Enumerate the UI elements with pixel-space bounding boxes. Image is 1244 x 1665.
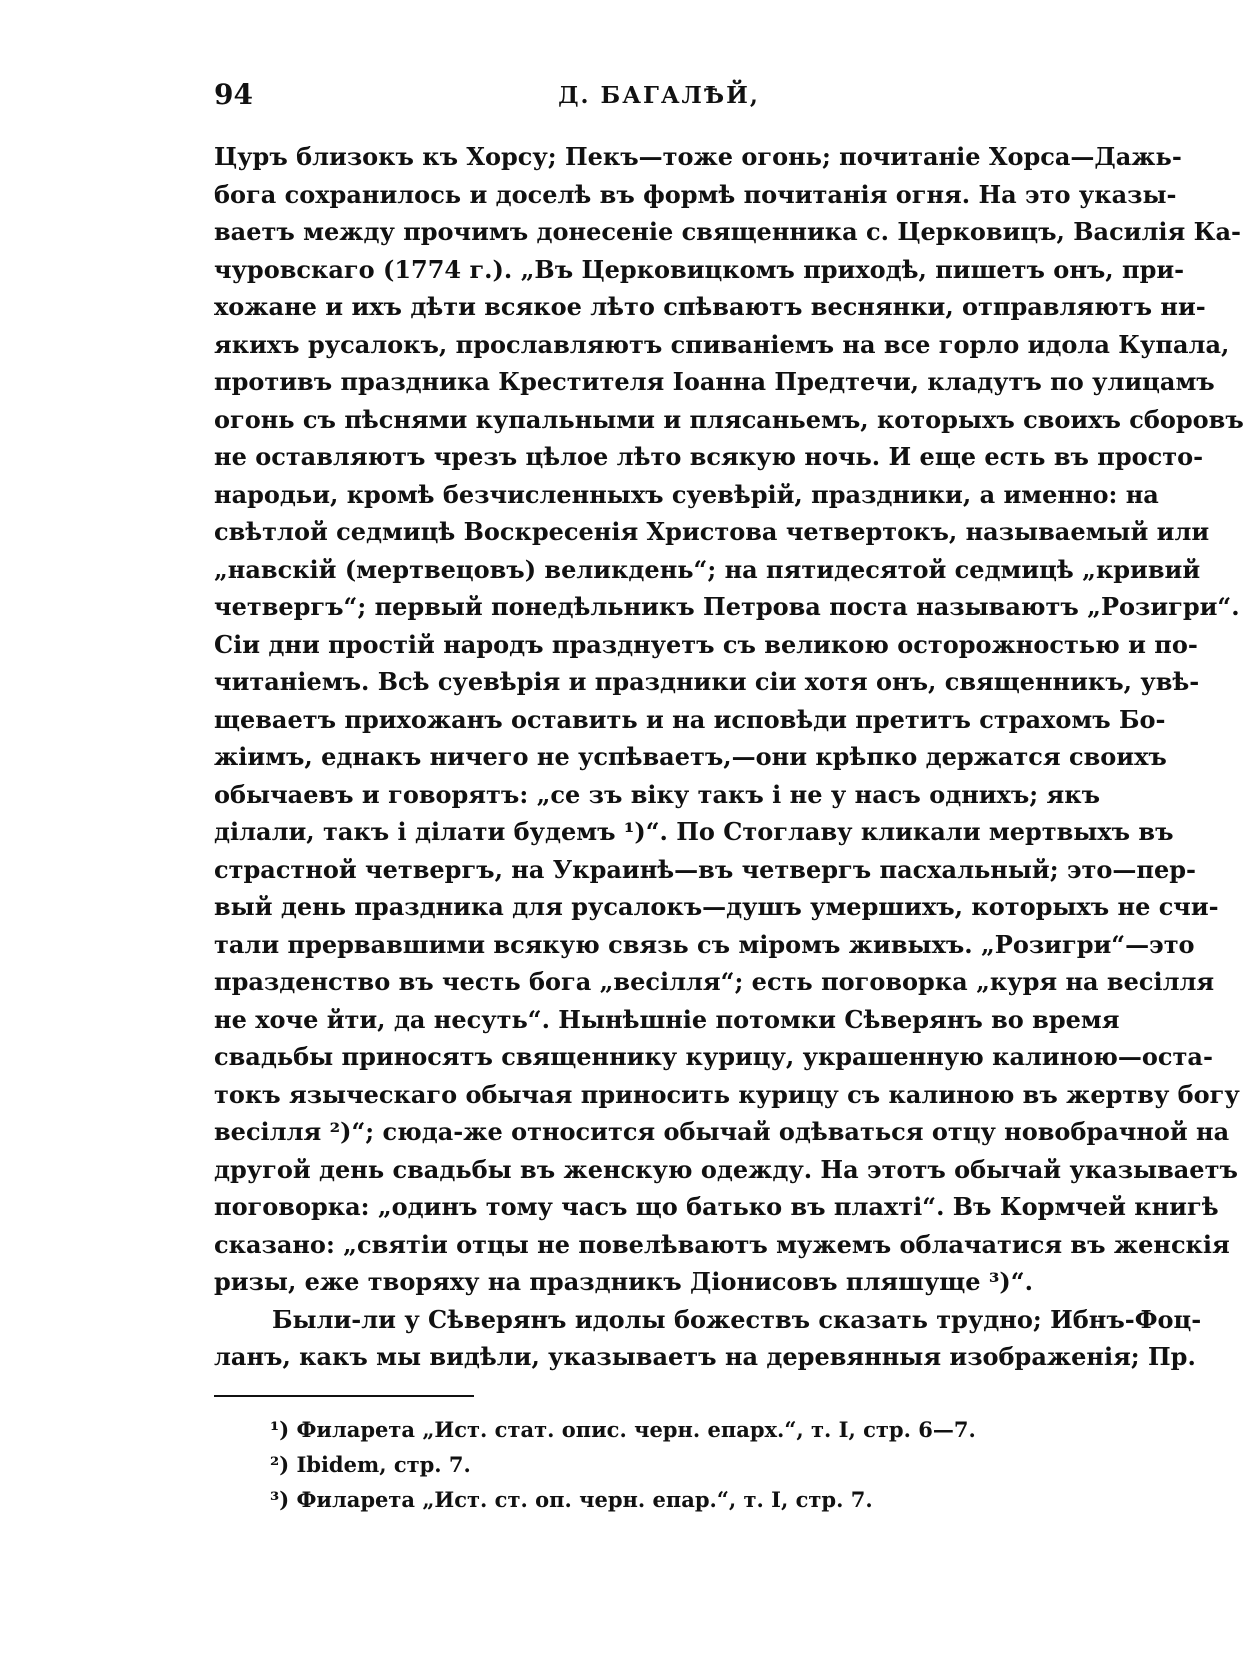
text-line: не хоче йти, да несуть“. Нынѣшніе потомки Сѣверянъ во время xyxy=(214,1004,1120,1034)
text-line: Цуръ близокъ къ Хорсу; Пекъ—тоже огонь; почитаніе Хорса—Дажь- xyxy=(214,142,1182,171)
text-line: читаніемъ. Всѣ суевѣрія и праздники сіи хотя онъ, священникъ, увѣ- xyxy=(214,667,1200,696)
text-line: хожане и ихъ дѣти всякое лѣто спѣваютъ веснянки, отправляютъ ни- xyxy=(214,292,1206,321)
footnote-divider xyxy=(214,1395,474,1397)
text-line: противъ праздника Крестителя Іоанна Предтечи, кладутъ по улицамъ xyxy=(214,367,1215,396)
footnote-3: ³) Филарета „Ист. ст. оп. черн. епар.“, т. I, стр. 7. xyxy=(270,1487,873,1512)
text-line: Сіи дни простій народъ празднуетъ съ великою осторожностью и по- xyxy=(214,629,1198,659)
text-line: поговорка: „одинъ тому часъ що батько въ плахті“. Въ Кормчей книгѣ xyxy=(214,1192,1219,1221)
footnotes xyxy=(270,1412,1070,1517)
paragraph-2 xyxy=(214,1301,1202,1376)
text-line: бога сохранилось и доселѣ въ формѣ почитанія огня. На это указы- xyxy=(214,179,1177,209)
text-line: страстной четвергъ, на Украинѣ—въ четвергъ пасхальный; это—пер- xyxy=(214,854,1197,884)
text-line: тали прервавшими всякую связь съ міромъ живыхъ. „Розигри“—это xyxy=(214,929,1195,959)
main-text xyxy=(214,138,1244,1376)
text-line: четвергъ“; первый понедѣльникъ Петрова поста называютъ „Розигри“. xyxy=(214,592,1240,621)
text-line: „навскій (мертвецовъ) великдень“; на пятидесятой седмицѣ „кривий xyxy=(214,554,1201,584)
text-line: ваетъ между прочимъ донесеніе священника с. Церковицъ, Василія Ка- xyxy=(214,217,1241,246)
text-line: ланъ, какъ мы видѣли, указываетъ на деревянныя изображенія; Пр. xyxy=(214,1342,1196,1371)
text-line: весілля ²)“; сюда-же относится обычай одѣваться отцу новобрачной на xyxy=(214,1117,1230,1146)
page-number: 94 xyxy=(214,78,253,111)
text-line: ризы, еже творяху на праздникъ Діонисовъ пляшуще ³)“. xyxy=(214,1267,1033,1296)
running-title: Д. БАГАЛѢЙ, xyxy=(558,82,760,109)
footnote-1: ¹) Филарета „Ист. стат. опис. черн. епарх.“, т. I, стр. 6—7. xyxy=(270,1417,976,1442)
paragraph-1 xyxy=(214,138,1244,1301)
text-line: чуровскаго (1774 г.). „Въ Церковицкомъ приходѣ, пишетъ онъ, при- xyxy=(214,254,1185,284)
text-line: празденство въ честь бога „весілля“; есть поговорка „куря на весілля xyxy=(214,967,1215,996)
running-head xyxy=(214,78,1104,118)
text-line: ділали, такъ і ділати будемъ ¹)“. По Стоглаву кликали мертвыхъ въ xyxy=(214,817,1174,846)
text-line: сказано: „святіи отцы не повелѣваютъ мужемъ облачатися въ женскія xyxy=(214,1229,1230,1259)
text-line: вый день праздника для русалокъ—душъ умершихъ, которыхъ не счи- xyxy=(214,892,1219,921)
text-line: якихъ русалокъ, прославляютъ спиваніемъ на все горло идола Купала, xyxy=(214,329,1230,359)
text-line: жіимъ, еднакъ ничего не успѣваетъ,—они крѣпко держатся своихъ xyxy=(214,742,1167,771)
text-line: свѣтлой седмицѣ Воскресенія Христова четвертокъ, называемый или xyxy=(214,517,1210,546)
text-line: Были-ли у Сѣверянъ идолы божествъ сказать трудно; Ибнъ-Фоц- xyxy=(272,1304,1202,1334)
text-line: другой день свадьбы въ женскую одежду. На этотъ обычай указываетъ xyxy=(214,1154,1238,1184)
text-line: народьи, кромѣ безчисленныхъ суевѣрій, праздники, а именно: на xyxy=(214,479,1159,509)
footnote-2: ²) Ibidem, стр. 7. xyxy=(270,1452,471,1477)
text-line: щеваетъ прихожанъ оставить и на исповѣди претитъ страхомъ Бо- xyxy=(214,704,1166,734)
text-line: свадьбы приносятъ священнику курицу, украшенную калиною—оста- xyxy=(214,1042,1213,1071)
text-line: обычаевъ и говорятъ: „се зъ віку такъ і не у насъ однихъ; якъ xyxy=(214,779,1100,809)
text-line: токъ языческаго обычая приносить курицу съ калиною въ жертву богу xyxy=(214,1079,1240,1109)
text-line: не оставляютъ чрезъ цѣлое лѣто всякую ночь. И еще есть въ просто- xyxy=(214,442,1204,471)
text-line: огонь съ пѣснями купальными и плясаньемъ, которыхъ своихъ сборовъ xyxy=(214,404,1244,434)
